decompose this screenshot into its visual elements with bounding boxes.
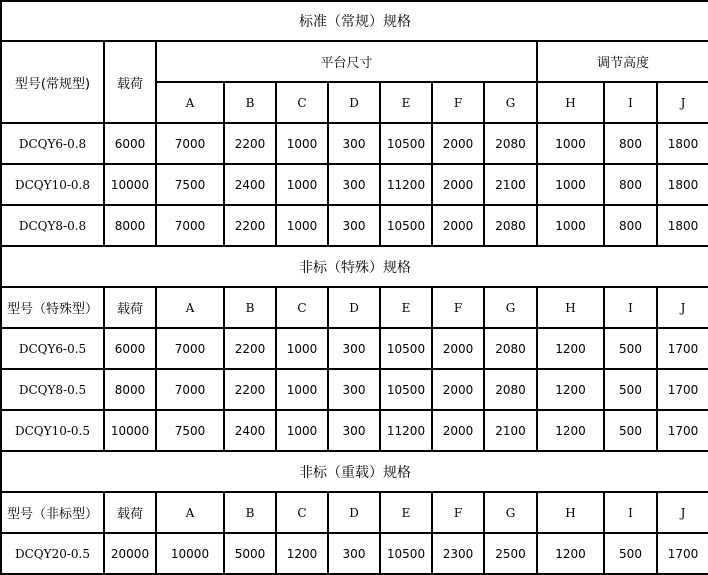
- value-cell: 500: [604, 410, 657, 451]
- value-cell: 2300: [432, 533, 484, 574]
- value-cell: 2100: [484, 410, 537, 451]
- value-cell: 1200: [276, 533, 328, 574]
- section-title: 非标（特殊）规格: [1, 246, 708, 287]
- value-cell: 7000: [156, 328, 224, 369]
- table-row: [1, 164, 708, 205]
- model-header: 型号（非标型）: [1, 492, 104, 533]
- table-row: [1, 533, 708, 574]
- value-cell: 1800: [657, 164, 708, 205]
- value-cell: 1000: [276, 369, 328, 410]
- dimension-header: I: [604, 492, 657, 533]
- value-cell: 1700: [657, 369, 708, 410]
- dimension-header: D: [328, 492, 380, 533]
- model-header: 型号(常规型): [1, 41, 104, 123]
- model-cell: DCQY6-0.5: [1, 328, 104, 369]
- section-title-row: [1, 246, 708, 287]
- value-cell: 2080: [484, 328, 537, 369]
- value-cell: 300: [328, 369, 380, 410]
- model-header: 型号（特殊型）: [1, 287, 104, 328]
- table-row: [1, 410, 708, 451]
- value-cell: 1000: [537, 123, 604, 164]
- value-cell: 5000: [224, 533, 276, 574]
- value-cell: 2200: [224, 123, 276, 164]
- load-cell: 8000: [104, 205, 156, 246]
- section-title: 标准（常规）规格: [1, 1, 708, 41]
- value-cell: 1000: [276, 205, 328, 246]
- model-cell: DCQY10-0.8: [1, 164, 104, 205]
- dimension-header: C: [276, 82, 328, 123]
- dimension-header: E: [380, 287, 432, 328]
- adjust-height-header: 调节高度: [537, 41, 708, 82]
- dimension-header: F: [432, 492, 484, 533]
- model-cell: DCQY8-0.5: [1, 369, 104, 410]
- value-cell: 7000: [156, 369, 224, 410]
- model-cell: DCQY10-0.5: [1, 410, 104, 451]
- dimension-header: A: [156, 492, 224, 533]
- dimension-header: J: [657, 492, 708, 533]
- model-cell: DCQY20-0.5: [1, 533, 104, 574]
- value-cell: 1000: [276, 328, 328, 369]
- value-cell: 500: [604, 328, 657, 369]
- value-cell: 2000: [432, 369, 484, 410]
- value-cell: 1700: [657, 328, 708, 369]
- value-cell: 2080: [484, 369, 537, 410]
- value-cell: 300: [328, 533, 380, 574]
- dimension-header: J: [657, 82, 708, 123]
- model-cell: DCQY6-0.8: [1, 123, 104, 164]
- value-cell: 1200: [537, 328, 604, 369]
- value-cell: 10000: [156, 533, 224, 574]
- section-title-row: [1, 451, 708, 492]
- value-cell: 2000: [432, 123, 484, 164]
- dimension-header: G: [484, 492, 537, 533]
- dimension-header: C: [276, 492, 328, 533]
- load-cell: 20000: [104, 533, 156, 574]
- load-header: 载荷: [104, 287, 156, 328]
- value-cell: 2500: [484, 533, 537, 574]
- value-cell: 500: [604, 369, 657, 410]
- load-cell: 8000: [104, 369, 156, 410]
- dimension-header: G: [484, 82, 537, 123]
- value-cell: 1000: [276, 164, 328, 205]
- dimension-header: B: [224, 492, 276, 533]
- value-cell: 1200: [537, 410, 604, 451]
- value-cell: 7000: [156, 205, 224, 246]
- value-cell: 800: [604, 205, 657, 246]
- dimension-header: J: [657, 287, 708, 328]
- table-row: [1, 205, 708, 246]
- table-row: [1, 328, 708, 369]
- dimension-header: A: [156, 82, 224, 123]
- value-cell: 1000: [537, 164, 604, 205]
- value-cell: 10500: [380, 205, 432, 246]
- group-header-row: [1, 41, 708, 82]
- load-cell: 10000: [104, 164, 156, 205]
- value-cell: 2200: [224, 205, 276, 246]
- platform-size-header: 平台尺寸: [156, 41, 537, 82]
- dimension-header: I: [604, 287, 657, 328]
- column-header-row: [1, 287, 708, 328]
- value-cell: 300: [328, 164, 380, 205]
- value-cell: 1000: [276, 123, 328, 164]
- load-cell: 10000: [104, 410, 156, 451]
- value-cell: 300: [328, 410, 380, 451]
- value-cell: 300: [328, 205, 380, 246]
- value-cell: 300: [328, 123, 380, 164]
- load-cell: 6000: [104, 123, 156, 164]
- dimension-header: F: [432, 82, 484, 123]
- value-cell: 1200: [537, 369, 604, 410]
- table-row: [1, 369, 708, 410]
- model-cell: DCQY8-0.8: [1, 205, 104, 246]
- section-title-row: [1, 1, 708, 41]
- value-cell: 2000: [432, 164, 484, 205]
- table-row: [1, 123, 708, 164]
- value-cell: 2080: [484, 123, 537, 164]
- value-cell: 2200: [224, 369, 276, 410]
- dimension-header: D: [328, 82, 380, 123]
- column-header-row: [1, 492, 708, 533]
- value-cell: 2000: [432, 328, 484, 369]
- value-cell: 800: [604, 123, 657, 164]
- value-cell: 1700: [657, 533, 708, 574]
- dimension-header: H: [537, 492, 604, 533]
- dimension-header: H: [537, 287, 604, 328]
- value-cell: 11200: [380, 410, 432, 451]
- value-cell: 7000: [156, 123, 224, 164]
- dimension-header: D: [328, 287, 380, 328]
- value-cell: 1000: [276, 410, 328, 451]
- value-cell: 7500: [156, 410, 224, 451]
- dimension-header: H: [537, 82, 604, 123]
- value-cell: 1700: [657, 410, 708, 451]
- dimension-header: C: [276, 287, 328, 328]
- value-cell: 1800: [657, 123, 708, 164]
- value-cell: 2000: [432, 205, 484, 246]
- value-cell: 2000: [432, 410, 484, 451]
- value-cell: 500: [604, 533, 657, 574]
- dimension-header: E: [380, 492, 432, 533]
- dimension-header: I: [604, 82, 657, 123]
- value-cell: 2100: [484, 164, 537, 205]
- value-cell: 300: [328, 328, 380, 369]
- value-cell: 10500: [380, 533, 432, 574]
- dimension-header: A: [156, 287, 224, 328]
- dimension-header: B: [224, 82, 276, 123]
- value-cell: 7500: [156, 164, 224, 205]
- load-header: 载荷: [104, 492, 156, 533]
- dimension-header: E: [380, 82, 432, 123]
- value-cell: 11200: [380, 164, 432, 205]
- dimension-header: G: [484, 287, 537, 328]
- value-cell: 2400: [224, 410, 276, 451]
- value-cell: 1000: [537, 205, 604, 246]
- section-title: 非标（重载）规格: [1, 451, 708, 492]
- value-cell: 2080: [484, 205, 537, 246]
- dimension-header: F: [432, 287, 484, 328]
- value-cell: 10500: [380, 123, 432, 164]
- value-cell: 10500: [380, 328, 432, 369]
- value-cell: 800: [604, 164, 657, 205]
- value-cell: 2200: [224, 328, 276, 369]
- value-cell: 1800: [657, 205, 708, 246]
- value-cell: 2400: [224, 164, 276, 205]
- value-cell: 10500: [380, 369, 432, 410]
- dimension-header: B: [224, 287, 276, 328]
- load-cell: 6000: [104, 328, 156, 369]
- value-cell: 1200: [537, 533, 604, 574]
- load-header: 载荷: [104, 41, 156, 123]
